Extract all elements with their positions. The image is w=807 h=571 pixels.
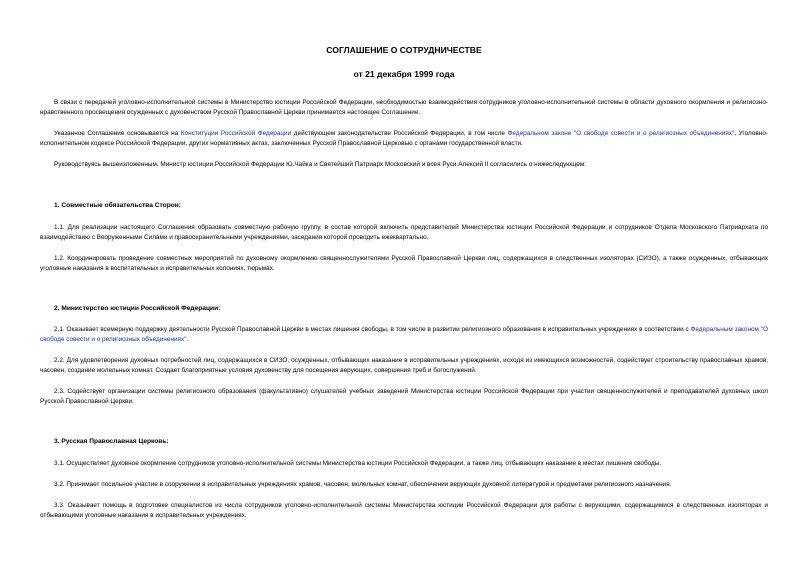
intro-paragraph-2-text-c: , Уголовно-исполнительном кодексе Российской Федерации, других нормативных актах, заключенных Русской Православной Церковью с органами государственной власти.: [40, 130, 768, 147]
section-1-paragraph-2: 1.2. Координировать проведение совместных мероприятий по духовному окормлению священнослужителями Русской Православной Церкви лиц, содержащихся в следственных изоляторах (СИЗО), а также осужденных, отбывающих уголовные наказания в воспитательных и исправительных колониях, тюрьмах.: [40, 255, 768, 272]
section-2-paragraph-2: 2.2. Для удовлетворения духовных потребностей лиц, содержащихся в СИЗО, осужденных, отбывающих наказание в исправительных учреждениях, исходя из имеющихся возможностей, содействует строительству православных храмов, часовен, создание молельных комнат. Создает благоприятные условия духовенству для посещения верующих, совершения треб и богослужений.: [40, 357, 768, 374]
intro-paragraph-1: В связи с передачей уголовно-исполнительной системы в Министерство юстиции Российской Федерации, необходимостью взаимодействия сотрудников уголовно-исполнительной системы в области духовного окормления и религиозно-нравственного просвещения осужденных с духовенством Русской Православной Церкви принимается настоящее Соглашение.: [40, 99, 768, 116]
intro-paragraph-2-text-a: Указанное Соглашение основывается на: [54, 130, 181, 137]
freedom-of-conscience-law-link[interactable]: Федеральном законе "О свободе совести и о религиозных объединениях": [507, 130, 735, 137]
section-2-paragraph-1-text-a: 2.1. Оказывает всемерную поддержку деятельности Русской Православной Церкви в местах лишения свободы, в том числе в развитии религиозного образования в исправительных учреждениях в соответствии с: [54, 326, 691, 333]
intro-paragraph-3: Руководствуясь вышеизложенным, Министр юстиции Российской Федерации Ю.Чайка и Святейший Патриарх Московский и всея Руси Алексий II согласились о нижеследующем:: [54, 161, 587, 168]
section-3-heading: 3. Русская Православная Церковь:: [54, 438, 169, 445]
freedom-of-conscience-law-link-2[interactable]: Федеральным законом "О свободе совести и о религиозных объединениях": [40, 326, 768, 343]
document-date: от 21 декабря 1999 года: [353, 69, 455, 79]
section-2-paragraph-3: 2.3. Содействует организации системы религиозного образования (факультативно) слушателей учебных заведений Министерства юстиции Российской Федерации при участии священнослужителей и преподавателей духовных школ Русской Православной Церкви.: [40, 388, 768, 405]
section-1-paragraph-1: 1.1. Для реализации настоящего Соглашения образовать совместную рабочую группу, в состав которой включить представителей Министерства юстиции Российской Федерации и сотрудников Отдела Московского Патриархата по взаимодействию с Вооруженными Силами и правоохранительными учреждениями, заседания которой проводить ежеквартально.: [40, 224, 768, 241]
section-2-paragraph-1: [40, 325, 768, 345]
intro-paragraph-2-text-b: действующем законодательстве Российской Федерации, в том числе: [291, 130, 508, 137]
document-title: СОГЛАШЕНИЕ О СОТРУДНИЧЕСТВЕ: [326, 45, 482, 55]
constitution-link[interactable]: Конституции Российской Федерации: [180, 130, 292, 137]
section-2-paragraph-1-text-b: .: [186, 336, 189, 343]
intro-paragraph-2: [40, 129, 768, 149]
section-2-heading: 2. Министерство юстиции Российской Федерации:: [54, 305, 221, 312]
section-1-heading: 1. Совместные обязательства Сторон:: [54, 202, 181, 209]
section-3-paragraph-3: 3.3. Оказывает помощь в подготовке специалистов из числа сотрудников уголовно-исполнительной системы Министерства юстиции Российской Федерации для работы с верующими, содержащимися в следственных изоляторах и отбывающими уголовные наказания в исправительных учреждениях.: [40, 502, 768, 519]
section-3-paragraph-1: 3.1. Осуществляет духовное окормление сотрудников уголовно-исполнительной системы Министерства юстиции Российской Федерации, а также лиц, отбывающих наказание в местах лишения свободы.: [54, 460, 662, 467]
section-3-paragraph-2: 3.2. Принимает посильное участие в сооружении в исправительных учреждениях храмов, часовен, молельных комнат, обеспечении верующих духовной литературой и предметами религиозного назначения.: [54, 481, 672, 488]
